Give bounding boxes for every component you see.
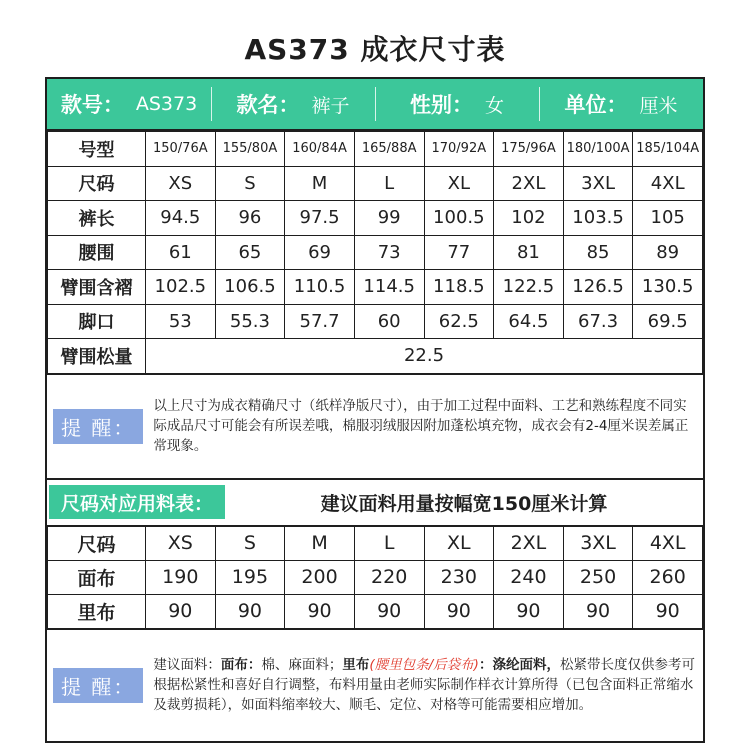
name-value: 裤子 (311, 94, 350, 117)
table-cell: XS (146, 166, 216, 201)
table-cell: L (354, 166, 424, 201)
table-cell: 77 (424, 235, 494, 270)
table-cell: 180/100A (563, 132, 633, 167)
table-cell: 155/80A (215, 132, 285, 167)
table-cell: 94.5 (146, 201, 216, 236)
style-no-cell (47, 79, 211, 129)
style-no-value: AS373 (135, 93, 198, 115)
info-header (47, 79, 703, 131)
table-row (48, 304, 703, 339)
row-header: 臂围松量 (48, 339, 146, 374)
note2-part1: 建议面料： (153, 657, 221, 673)
table-cell: 96 (215, 201, 285, 236)
row-header: 号型 (48, 132, 146, 167)
table-cell: XL (424, 526, 494, 560)
row-header: 裤长 (48, 201, 146, 236)
table-cell: 126.5 (563, 270, 633, 305)
table-cell: 220 (354, 560, 424, 594)
table-cell: 67.3 (563, 304, 633, 339)
table-cell: 230 (424, 560, 494, 594)
table-row (48, 235, 703, 270)
note-box (47, 374, 703, 478)
table-cell: 90 (494, 594, 564, 628)
table-row (48, 560, 703, 594)
row-header: 腰围 (48, 235, 146, 270)
table-cell: L (354, 526, 424, 560)
table-cell: 97.5 (285, 201, 355, 236)
table-row (48, 526, 703, 560)
unit-cell (539, 79, 703, 129)
table-cell: 90 (285, 594, 355, 628)
table-cell: 85 (563, 235, 633, 270)
table-cell: 260 (633, 560, 703, 594)
table-cell: S (215, 166, 285, 201)
table-cell: 69.5 (633, 304, 703, 339)
table-cell: 250 (563, 560, 633, 594)
fabric-section-header (47, 478, 703, 526)
table-cell: 90 (354, 594, 424, 628)
table-cell: 110.5 (285, 270, 355, 305)
table-row (48, 339, 703, 374)
row-header: 尺码 (48, 526, 146, 560)
table-cell: 130.5 (633, 270, 703, 305)
table-cell: 90 (563, 594, 633, 628)
ease-value: 22.5 (146, 339, 703, 374)
table-cell: 89 (633, 235, 703, 270)
table-cell: 57.7 (285, 304, 355, 339)
table-cell: 100.5 (424, 201, 494, 236)
table-cell: 102.5 (146, 270, 216, 305)
table-row (48, 594, 703, 628)
table-cell: 150/76A (146, 132, 216, 167)
table-cell: M (285, 526, 355, 560)
note-text-2 (143, 655, 703, 715)
fabric-section-badge: 尺码对应用料表： (49, 485, 225, 519)
table-cell: 62.5 (424, 304, 494, 339)
note2-part5: (腰里包条/后袋布) (369, 657, 479, 673)
table-cell: 60 (354, 304, 424, 339)
table-cell: 73 (354, 235, 424, 270)
table-cell: 3XL (563, 166, 633, 201)
table-cell: 165/88A (354, 132, 424, 167)
table-cell: 90 (146, 594, 216, 628)
table-cell: 122.5 (494, 270, 564, 305)
fabric-section-title: 建议面料用量按幅宽150厘米计算 (320, 492, 608, 515)
row-header: 面布 (48, 560, 146, 594)
fabric-table (47, 526, 703, 629)
table-cell: 185/104A (633, 132, 703, 167)
table-cell: 2XL (494, 166, 564, 201)
table-cell: 90 (424, 594, 494, 628)
table-cell: 90 (633, 594, 703, 628)
table-cell: XS (146, 526, 216, 560)
table-cell: 170/92A (424, 132, 494, 167)
row-header: 里布 (48, 594, 146, 628)
note2-part6: ：涤纶面料， (478, 657, 560, 673)
table-cell: 4XL (633, 526, 703, 560)
table-cell: 240 (494, 560, 564, 594)
table-cell: M (285, 166, 355, 201)
table-cell: 190 (146, 560, 216, 594)
table-cell: 200 (285, 560, 355, 594)
table-cell: 2XL (494, 526, 564, 560)
table-cell: 103.5 (563, 201, 633, 236)
note-badge-2: 提 醒： (53, 668, 143, 703)
table-cell: 106.5 (215, 270, 285, 305)
table-cell: 81 (494, 235, 564, 270)
table-cell: 160/84A (285, 132, 355, 167)
table-cell: 102 (494, 201, 564, 236)
row-header: 臂围含褶 (48, 270, 146, 305)
name-cell (211, 79, 375, 129)
table-cell: 175/96A (494, 132, 564, 167)
table-cell: 118.5 (424, 270, 494, 305)
table-cell: 55.3 (215, 304, 285, 339)
gender-value: 女 (484, 94, 504, 117)
note2-part7: 松紧带长度仅供参考可根据松紧性和喜好自行调整，布料用量由老师实际制作样衣计算所得（已包含面料正常缩水及裁剪损耗），如面料缩率较大、顺毛、定位、对格等可能需要相应增加。 (153, 657, 695, 713)
note2-part3: 棉、麻面料； (261, 657, 343, 673)
note-text: 以上尺寸为成衣精确尺寸（纸样净版尺寸），由于加工过程中面料、工艺和熟练程度不同实际成品尺寸可能会有所误差哦，棉服羽绒服因附加蓬松填充物，成衣会有2-4厘米误差属正常现象。 (153, 398, 689, 454)
page-title: AS373 成衣尺寸表 (244, 33, 506, 66)
unit-value: 厘米 (639, 94, 678, 117)
table-cell: 114.5 (354, 270, 424, 305)
style-no-label: 款号： (60, 93, 124, 117)
gender-label: 性别： (409, 93, 473, 117)
table-cell: S (215, 526, 285, 560)
table-cell: 61 (146, 235, 216, 270)
table-cell: 69 (285, 235, 355, 270)
table-row (48, 270, 703, 305)
size-table (47, 131, 703, 374)
size-chart-frame (45, 77, 705, 743)
gender-cell (375, 79, 539, 129)
table-cell: 65 (215, 235, 285, 270)
table-row (48, 166, 703, 201)
table-cell: 53 (146, 304, 216, 339)
table-row (48, 132, 703, 167)
table-cell: 195 (215, 560, 285, 594)
table-cell: 3XL (563, 526, 633, 560)
row-header: 脚口 (48, 304, 146, 339)
note-badge: 提 醒： (53, 409, 143, 444)
row-header: 尺码 (48, 166, 146, 201)
table-cell: 4XL (633, 166, 703, 201)
name-label: 款名： (236, 93, 300, 117)
note2-part2: 面布： (220, 657, 262, 673)
table-cell: 99 (354, 201, 424, 236)
note-box-2 (47, 629, 703, 741)
note2-part4: 里布 (342, 657, 370, 673)
table-row (48, 201, 703, 236)
unit-label: 单位： (564, 93, 628, 117)
table-cell: XL (424, 166, 494, 201)
table-cell: 105 (633, 201, 703, 236)
table-cell: 90 (215, 594, 285, 628)
table-cell: 64.5 (494, 304, 564, 339)
